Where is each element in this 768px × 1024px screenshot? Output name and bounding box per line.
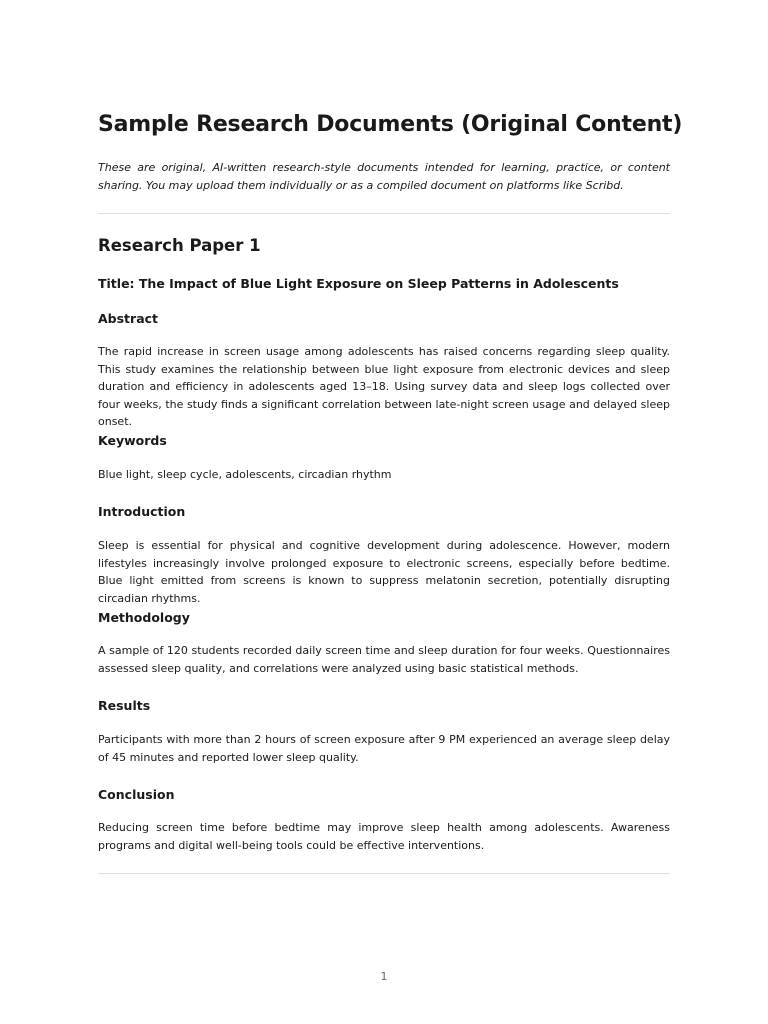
- methodology-body: A sample of 120 students recorded daily screen time and sleep duration for four weeks. Questionnaires assessed sleep quality, and correlations were analyzed using basic statistical methods.: [98, 644, 670, 675]
- divider-bottom: [98, 873, 670, 874]
- paper-heading: Research Paper 1: [98, 236, 261, 255]
- document-title: Sample Research Documents (Original Content): [98, 112, 683, 137]
- page-number: 1: [380, 970, 388, 983]
- keywords-body: Blue light, sleep cycle, adolescents, circadian rhythm: [98, 468, 392, 481]
- abstract-heading: Abstract: [98, 311, 159, 326]
- results-body: Participants with more than 2 hours of screen exposure after 9 PM experienced an average sleep delay of 45 minutes and reported lower sleep quality.: [98, 733, 670, 764]
- conclusion-heading: Conclusion: [98, 787, 175, 802]
- introduction-body: Sleep is essential for physical and cognitive development during adolescence. However, modern lifestyles increasingly involve prolonged exposure to electronic screens, especially before bedtime. Blue light emitted from screens is known to suppress melatonin secretion, potentially disrupting circadian rhythms.: [98, 539, 670, 605]
- paper-title: Title: The Impact of Blue Light Exposure on Sleep Patterns in Adolescents: [98, 276, 619, 291]
- methodology-heading: Methodology: [98, 610, 190, 625]
- divider-top: [98, 213, 670, 214]
- abstract-body: The rapid increase in screen usage among adolescents has raised concerns regarding sleep quality. This study examines the relationship between blue light exposure from electronic devices and sleep duration and efficiency in adolescents aged 13–18. Using survey data and sleep logs collected over four weeks, the study finds a significant correlation between late-night screen usage and delayed sleep onset.: [98, 345, 670, 428]
- introduction-heading: Introduction: [98, 504, 186, 519]
- conclusion-body: Reducing screen time before bedtime may improve sleep health among adolescents. Awareness programs and digital well-being tools could be effective interventions.: [98, 821, 670, 852]
- keywords-heading: Keywords: [98, 433, 167, 448]
- results-heading: Results: [98, 698, 151, 713]
- document-intro: These are original, AI-written research-style documents intended for learning, practice, or content sharing. You may upload them individually or as a compiled document on platforms like Scribd.: [98, 161, 670, 192]
